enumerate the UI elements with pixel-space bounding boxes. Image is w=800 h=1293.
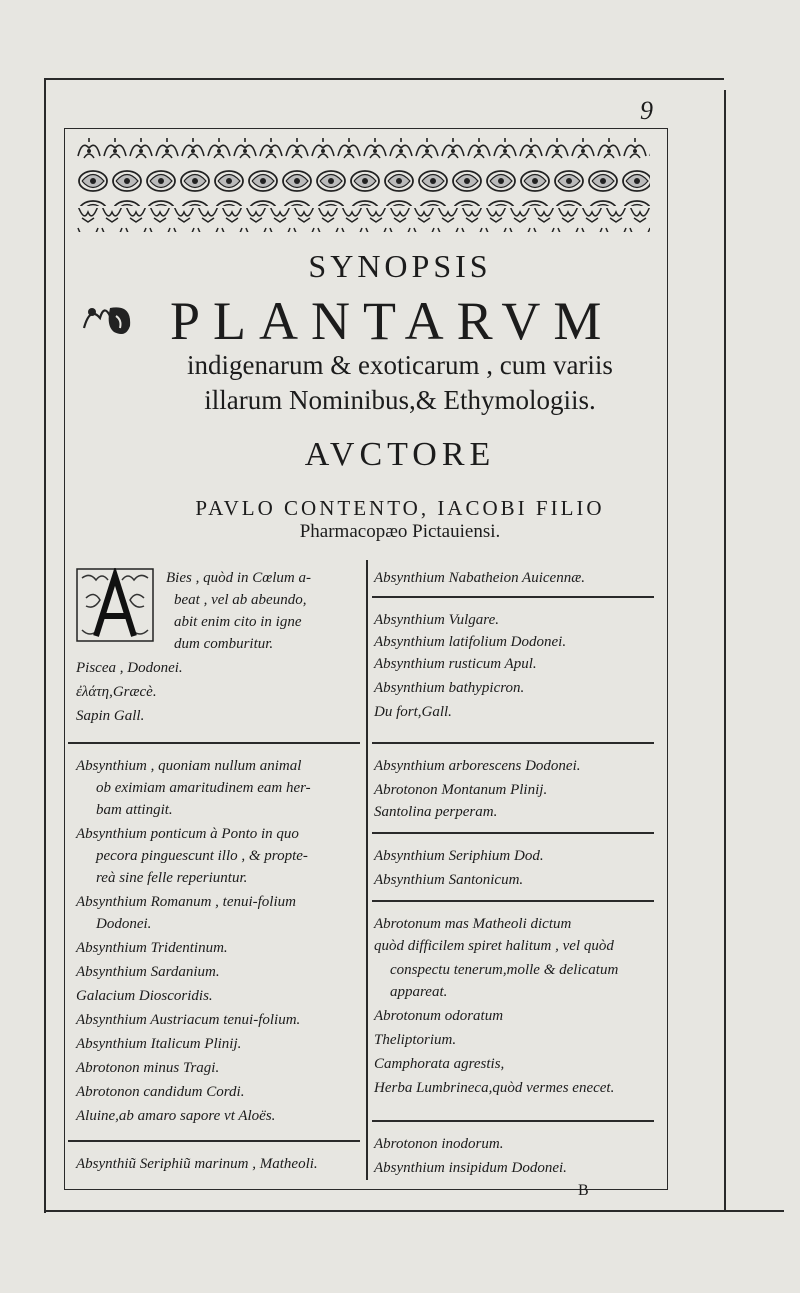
- absinthium-line: Abrotonon minus Tragi.: [76, 1060, 220, 1076]
- absinthium-line: ob eximiam amaritudinem eam her-: [96, 780, 311, 796]
- nabatheion-entry: Absynthium Nabatheion Auicennæ.: [374, 570, 585, 586]
- subtitle-line-2: illarum Nominibus,& Ethymologiis.: [204, 385, 596, 415]
- title-plantarum: PLANTARVM: [170, 291, 615, 351]
- column-divider: [366, 560, 368, 1180]
- absinthium-line: Absynthium , quoniam nullum animal: [76, 758, 302, 774]
- abies-line-3: abit enim cito in igne: [174, 614, 302, 630]
- author-line: PAVLO CONTENTO, IACOBI FILIO: [195, 496, 605, 520]
- subtitle-line-1: indigenarum & exoticarum , cum variis: [187, 350, 613, 380]
- right-separator-5: [372, 1120, 654, 1122]
- auctore-heading: AVCTORE: [304, 436, 496, 473]
- vulgare-line: Absynthium bathypicron.: [374, 680, 525, 696]
- fleuron-icon: [80, 298, 136, 340]
- abrotonum-line: conspectu tenerum,molle & delicatum: [390, 962, 619, 978]
- abrotonum-line: Herba Lumbrineca,quòd vermes enecet.: [374, 1080, 615, 1096]
- absinthium-line: Absynthium ponticum à Ponto in quo: [76, 826, 299, 842]
- abrotonum-line: appareat.: [390, 984, 448, 1000]
- abies-line-1: Bies , quòd in Cœlum a-: [166, 570, 311, 586]
- vulgare-line: Du fort,Gall.: [374, 704, 452, 720]
- top-rule: [44, 78, 724, 80]
- absinthium-line: pecora pinguescunt illo , & propte-: [96, 848, 308, 864]
- arborescens-line: Absynthium arborescens Dodonei.: [374, 758, 581, 774]
- title-synopsis: SYNOPSIS: [308, 248, 492, 284]
- vulgare-line: Absynthium rusticum Apul.: [374, 656, 537, 672]
- abrotonum-line: Abrotonum odoratum: [374, 1008, 504, 1024]
- seriphium-entry: Absynthiũ Seriphiũ marinum , Matheoli.: [76, 1156, 318, 1172]
- page-number: 9: [640, 96, 653, 125]
- absinthium-line: Absynthium Sardanium.: [76, 964, 220, 980]
- right-separator-4: [372, 900, 654, 902]
- abrotonum-line: quòd difficilem spiret halitum , vel quòd: [374, 938, 614, 954]
- abies-name-3: Sapin Gall.: [76, 708, 145, 724]
- left-separator-1: [68, 742, 360, 744]
- ornament-band: [76, 136, 650, 234]
- absinthium-line: bam attingit.: [96, 802, 173, 818]
- arborescens-line: Abrotonon Montanum Plinij.: [374, 782, 548, 798]
- right-separator-3: [372, 832, 654, 834]
- bottom-rule: [44, 1210, 784, 1212]
- abies-line-2: beat , vel ab abeundo,: [174, 592, 307, 608]
- vulgare-line: Absynthium Vulgare.: [374, 612, 499, 628]
- vulgare-line: Absynthium latifolium Dodonei.: [374, 634, 567, 650]
- absinthium-line: Dodonei.: [96, 916, 152, 932]
- right-separator-2: [372, 742, 654, 744]
- signature-mark: B: [578, 1182, 589, 1199]
- right-separator-1: [372, 596, 654, 598]
- absinthium-line: Absynthium Tridentinum.: [76, 940, 228, 956]
- author-occupation: Pharmacopæo Pictauiensi.: [299, 521, 501, 542]
- abrotonum-line: Camphorata agrestis,: [374, 1056, 505, 1072]
- absinthium-line: Aluine,ab amaro sapore vt Aloës.: [76, 1108, 276, 1124]
- seriphium-line: Absynthium Seriphium Dod.: [374, 848, 544, 864]
- absinthium-line: Absynthium Austriacum tenui-folium.: [76, 1012, 301, 1028]
- arborescens-line: Santolina perperam.: [374, 804, 498, 820]
- absinthium-line: Galacium Dioscoridis.: [76, 988, 213, 1004]
- seriphium-line: Absynthium Santonicum.: [374, 872, 524, 888]
- absinthium-line: Abrotonon candidum Cordi.: [76, 1084, 245, 1100]
- abies-name-2: ἐλάτη,Græcè.: [76, 684, 157, 700]
- absinthium-line: Absynthium Italicum Plinij.: [76, 1036, 242, 1052]
- decorated-initial-a: [76, 568, 154, 642]
- left-separator-2: [68, 1140, 360, 1142]
- absinthium-line: Absynthium Romanum , tenui-folium: [76, 894, 296, 910]
- abrotonum-line: Abrotonum mas Matheoli dictum: [374, 916, 572, 932]
- inodorum-line: Absynthium insipidum Dodonei.: [374, 1160, 567, 1176]
- inodorum-line: Abrotonon inodorum.: [374, 1136, 504, 1152]
- abrotonum-line: Theliptorium.: [374, 1032, 457, 1048]
- abies-name-1: Piscea , Dodonei.: [76, 660, 183, 676]
- abies-line-4: dum comburitur.: [174, 636, 274, 652]
- absinthium-line: reà sine felle reperiuntur.: [96, 870, 248, 886]
